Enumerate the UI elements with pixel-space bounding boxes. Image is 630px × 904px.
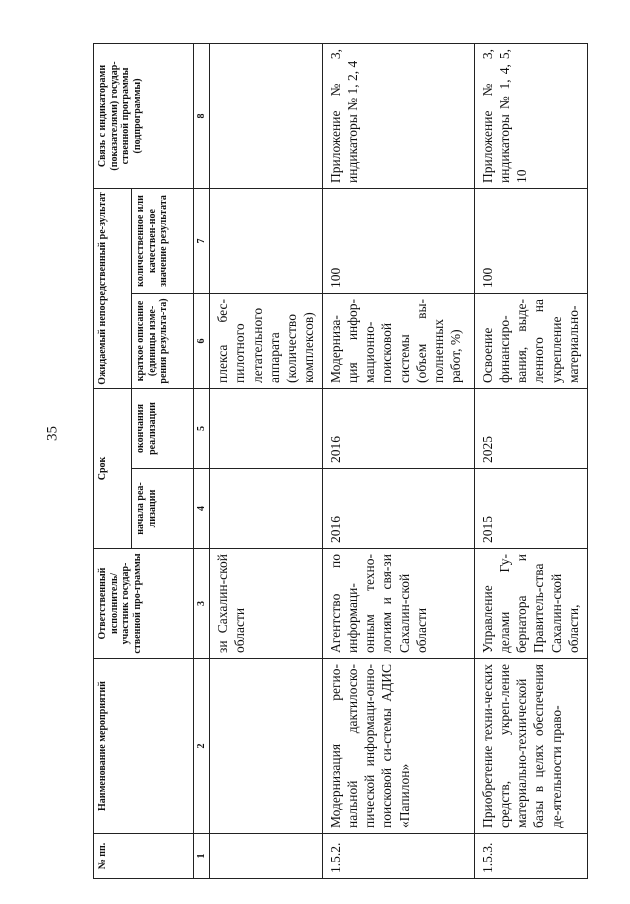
header-num: № пп. xyxy=(94,834,194,879)
row-num: 1.5.3. xyxy=(474,834,587,879)
col-number: 4 xyxy=(194,469,210,549)
row-start xyxy=(210,469,323,549)
col-number: 5 xyxy=(194,388,210,468)
row-desc: Модерниза-ция инфор-мационно-поисковой системы (объем вы-полненных работ, %) xyxy=(322,293,474,388)
row-num: 1.5.2. xyxy=(322,834,474,879)
table-row xyxy=(474,43,587,878)
row-value: 100 xyxy=(322,188,474,293)
row-link xyxy=(210,43,323,188)
row-name: Приобретение техни-ческих средств, укреп-ление материально-технической базы в целях обеспечения де-ятельности право- xyxy=(474,659,587,834)
row-executor: зи Сахалин-ской области xyxy=(210,549,323,659)
row-desc: Освоение финансиро-вания, выде-ленного на укрепление материально- xyxy=(474,293,587,388)
activities-table xyxy=(93,43,588,879)
col-number: 3 xyxy=(194,549,210,659)
col-number: 7 xyxy=(194,188,210,293)
row-end: 2016 xyxy=(322,388,474,468)
header-result: Ожидаемый непосредственный ре-зультат xyxy=(94,188,132,388)
row-end xyxy=(210,388,323,468)
row-name xyxy=(210,659,323,834)
header-result-value: количественное или качествен-ное значение результата xyxy=(132,188,194,293)
header-result-desc: краткое описание (единицы изме-рения результа-та) xyxy=(132,293,194,388)
row-link: Приложение № 3, индикаторы № 1, 2, 4 xyxy=(322,43,474,188)
header-row-top xyxy=(94,43,132,878)
row-name: Модернизация регио-нальной дактилоско-пической информаци-онно-поисковой си-стемы АДИС «Папилон» xyxy=(322,659,474,834)
rotated-table-container xyxy=(93,44,588,879)
header-term-start: начала реа-лизации xyxy=(132,469,194,549)
row-start: 2015 xyxy=(474,469,587,549)
col-number: 2 xyxy=(194,659,210,834)
col-number: 1 xyxy=(194,834,210,879)
header-name: Наименование мероприятий xyxy=(94,659,194,834)
header-term-end: окончания реализации xyxy=(132,388,194,468)
row-executor: Агентство по информаци-онным техно-логиям и свя-зи Сахалин-ской области xyxy=(322,549,474,659)
row-value xyxy=(210,188,323,293)
row-desc: плекса бес-пилотного летательного аппарата (количество комплексов) xyxy=(210,293,323,388)
col-number: 6 xyxy=(194,293,210,388)
row-num xyxy=(210,834,323,879)
table-row xyxy=(322,43,474,878)
col-number: 8 xyxy=(194,43,210,188)
row-start: 2016 xyxy=(322,469,474,549)
header-term: Срок xyxy=(94,388,132,548)
row-executor: Управление делами Гу-бернатора и Правитель-ства Сахалин-ской области, xyxy=(474,549,587,659)
row-end: 2025 xyxy=(474,388,587,468)
header-link: Связь с индикаторами (показателями) государ-ственной программы (подпрограммы) xyxy=(94,43,194,188)
column-number-row xyxy=(194,43,210,878)
page-number: 35 xyxy=(44,426,61,441)
header-executor: Ответственный исполнитель/ участник государ-ственной про-граммы xyxy=(94,549,194,659)
table-row xyxy=(210,43,323,878)
row-value: 100 xyxy=(474,188,587,293)
row-link: Приложение № 3, индикаторы № 1, 4, 5, 10 xyxy=(474,43,587,188)
